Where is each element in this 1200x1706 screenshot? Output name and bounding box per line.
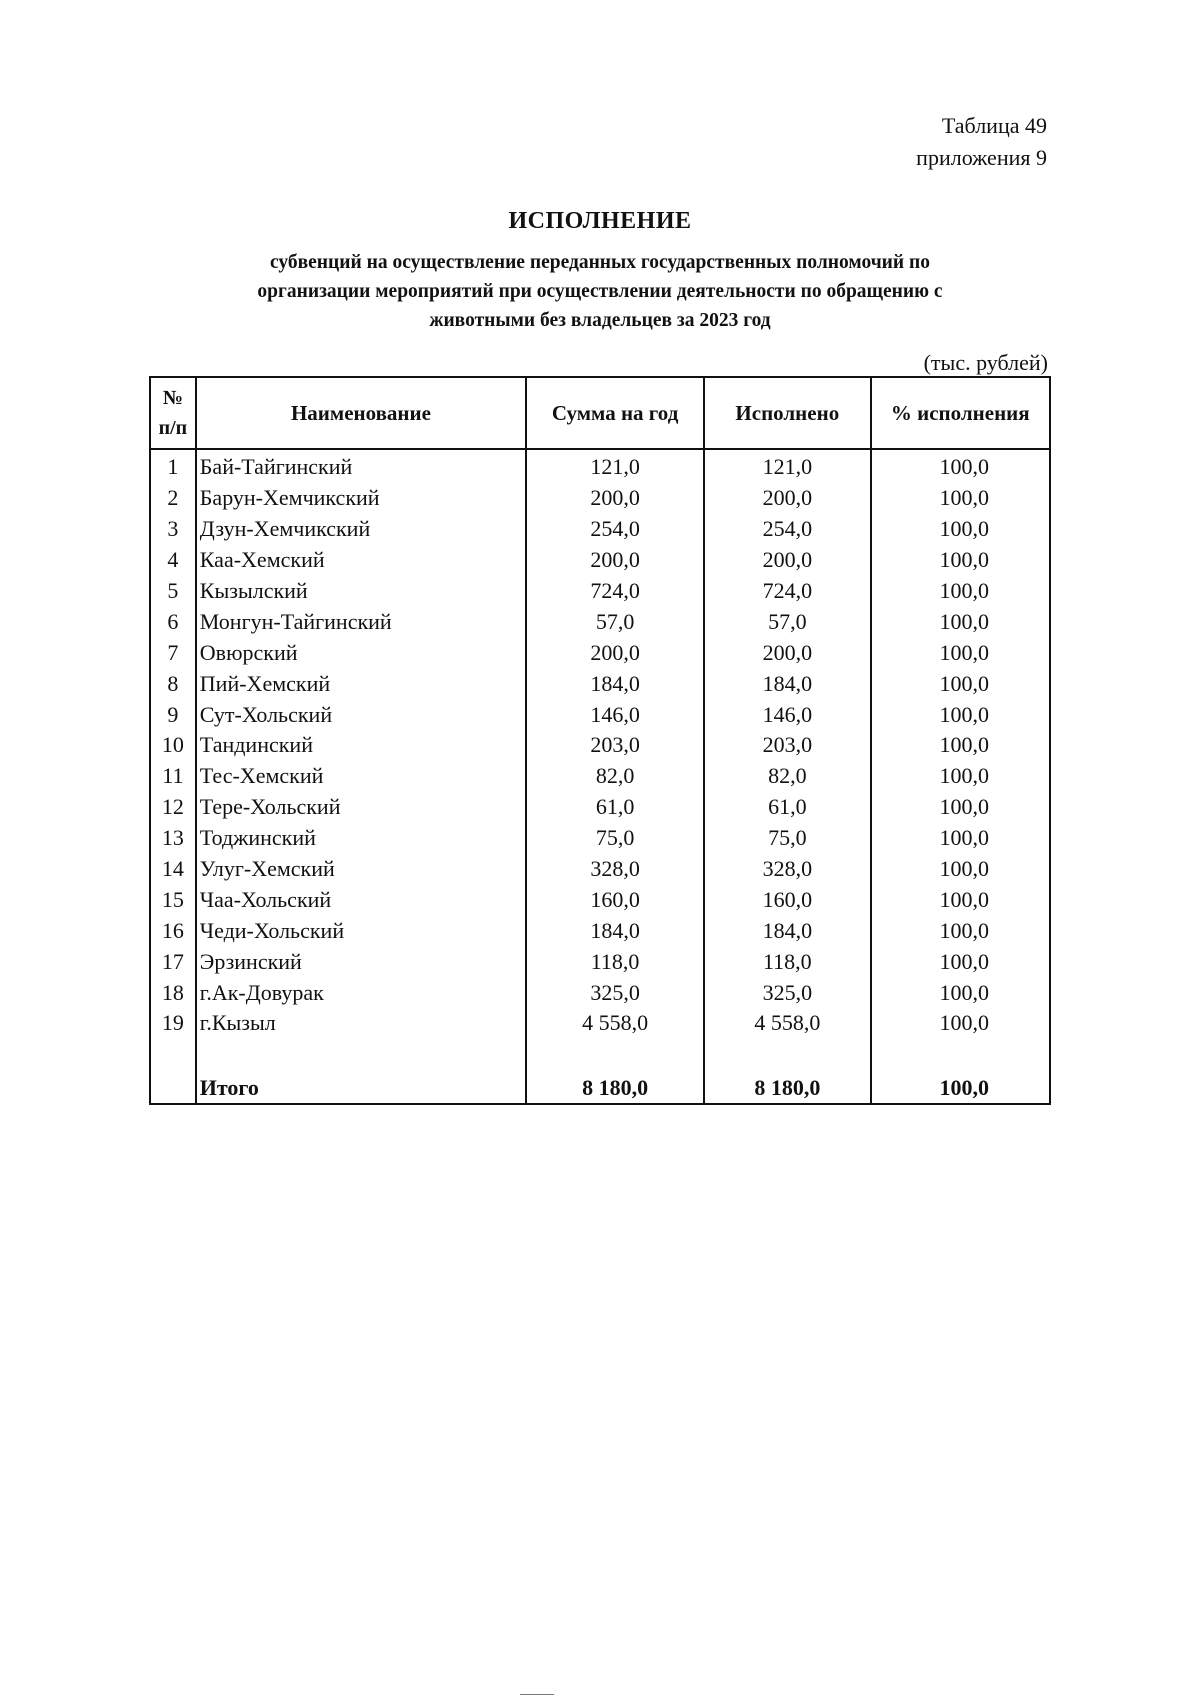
row-name: Бай-Тайгинский <box>196 449 526 483</box>
row-percent: 100,0 <box>871 668 1050 699</box>
row-name: Сут-Хольский <box>196 699 526 730</box>
row-executed: 121,0 <box>704 449 870 483</box>
table-header-row <box>150 377 1050 449</box>
row-percent: 100,0 <box>871 915 1050 946</box>
table-row <box>150 761 1050 792</box>
row-executed: 184,0 <box>704 915 870 946</box>
table-body <box>150 449 1050 1104</box>
row-sum: 160,0 <box>526 884 704 915</box>
table-reference <box>916 110 1047 174</box>
row-name: Тоджинский <box>196 823 526 854</box>
table-row <box>150 1008 1050 1039</box>
row-number: 6 <box>150 606 196 637</box>
spacer-cell <box>196 1039 526 1073</box>
row-name: Тес-Хемский <box>196 761 526 792</box>
row-sum: 82,0 <box>526 761 704 792</box>
subtitle-line-2: организации мероприятий при осуществлении деятельности по обращению с <box>257 281 943 302</box>
row-executed: 724,0 <box>704 576 870 607</box>
table-row <box>150 946 1050 977</box>
row-executed: 200,0 <box>704 483 870 514</box>
row-number: 8 <box>150 668 196 699</box>
row-name: Тере-Хольский <box>196 792 526 823</box>
row-sum: 121,0 <box>526 449 704 483</box>
total-label: Итого <box>196 1073 526 1104</box>
header-executed: Исполнено <box>704 377 870 449</box>
table-row <box>150 449 1050 483</box>
row-percent: 100,0 <box>871 545 1050 576</box>
row-percent: 100,0 <box>871 483 1050 514</box>
row-executed: 82,0 <box>704 761 870 792</box>
row-number: 16 <box>150 915 196 946</box>
row-name: г.Кызыл <box>196 1008 526 1039</box>
row-executed: 146,0 <box>704 699 870 730</box>
table-row <box>150 792 1050 823</box>
row-name: Эрзинский <box>196 946 526 977</box>
row-percent: 100,0 <box>871 884 1050 915</box>
header-number <box>150 377 196 449</box>
row-executed: 328,0 <box>704 854 870 885</box>
row-sum: 75,0 <box>526 823 704 854</box>
row-sum: 254,0 <box>526 514 704 545</box>
row-executed: 4 558,0 <box>704 1008 870 1039</box>
row-sum: 61,0 <box>526 792 704 823</box>
row-sum: 200,0 <box>526 545 704 576</box>
row-name: Овюрский <box>196 637 526 668</box>
row-sum: 203,0 <box>526 730 704 761</box>
row-percent: 100,0 <box>871 576 1050 607</box>
table-row <box>150 637 1050 668</box>
table-row <box>150 977 1050 1008</box>
row-number: 17 <box>150 946 196 977</box>
document-title: ИСПОЛНЕНИЕ <box>508 208 692 234</box>
row-name: Кызылский <box>196 576 526 607</box>
table-row <box>150 699 1050 730</box>
row-percent: 100,0 <box>871 730 1050 761</box>
table-row <box>150 915 1050 946</box>
table-row <box>150 606 1050 637</box>
appendix-number: приложения 9 <box>916 145 1047 170</box>
row-number: 3 <box>150 514 196 545</box>
row-executed: 75,0 <box>704 823 870 854</box>
row-number: 1 <box>150 449 196 483</box>
row-name: Чаа-Хольский <box>196 884 526 915</box>
row-name: Улуг-Хемский <box>196 854 526 885</box>
row-executed: 184,0 <box>704 668 870 699</box>
spacer-cell <box>150 1039 196 1073</box>
subtitle-line-1: субвенций на осуществление переданных государственных полномочий по <box>269 252 931 273</box>
document-subtitle <box>180 248 1020 335</box>
row-executed: 200,0 <box>704 545 870 576</box>
row-number: 4 <box>150 545 196 576</box>
row-sum: 4 558,0 <box>526 1008 704 1039</box>
row-sum: 200,0 <box>526 483 704 514</box>
total-number-cell <box>150 1073 196 1104</box>
row-number: 13 <box>150 823 196 854</box>
table-row <box>150 884 1050 915</box>
table-row <box>150 483 1050 514</box>
row-executed: 118,0 <box>704 946 870 977</box>
header-percent: % исполнения <box>871 377 1050 449</box>
row-sum: 328,0 <box>526 854 704 885</box>
row-percent: 100,0 <box>871 514 1050 545</box>
row-number: 5 <box>150 576 196 607</box>
row-executed: 61,0 <box>704 792 870 823</box>
row-name: Чеди-Хольский <box>196 915 526 946</box>
table-row <box>150 514 1050 545</box>
total-row <box>150 1073 1050 1104</box>
table-row <box>150 576 1050 607</box>
table-row <box>150 854 1050 885</box>
execution-table <box>149 376 1051 1105</box>
total-percent: 100,0 <box>871 1073 1050 1104</box>
spacer-cell <box>871 1039 1050 1073</box>
row-percent: 100,0 <box>871 637 1050 668</box>
table-number: Таблица 49 <box>941 113 1047 138</box>
row-percent: 100,0 <box>871 854 1050 885</box>
row-number: 15 <box>150 884 196 915</box>
row-number: 12 <box>150 792 196 823</box>
units-label: (тыс. рублей) <box>923 350 1048 375</box>
header-number-sign: № <box>162 387 183 409</box>
row-number: 10 <box>150 730 196 761</box>
spacer-cell <box>526 1039 704 1073</box>
row-sum: 724,0 <box>526 576 704 607</box>
subtitle-line-3: животными без владельцев за 2023 год <box>429 310 771 331</box>
row-percent: 100,0 <box>871 792 1050 823</box>
table-row <box>150 545 1050 576</box>
row-number: 11 <box>150 761 196 792</box>
row-sum: 146,0 <box>526 699 704 730</box>
row-executed: 57,0 <box>704 606 870 637</box>
row-percent: 100,0 <box>871 946 1050 977</box>
row-executed: 254,0 <box>704 514 870 545</box>
total-sum: 8 180,0 <box>526 1073 704 1104</box>
row-sum: 184,0 <box>526 668 704 699</box>
row-name: Монгун-Тайгинский <box>196 606 526 637</box>
total-executed: 8 180,0 <box>704 1073 870 1104</box>
table-row <box>150 823 1050 854</box>
header-name: Наименование <box>196 377 526 449</box>
row-sum: 57,0 <box>526 606 704 637</box>
row-number: 18 <box>150 977 196 1008</box>
header-number-abbr: п/п <box>158 417 188 439</box>
row-percent: 100,0 <box>871 823 1050 854</box>
row-sum: 118,0 <box>526 946 704 977</box>
row-sum: 184,0 <box>526 915 704 946</box>
row-name: г.Ак-Довурак <box>196 977 526 1008</box>
row-percent: 100,0 <box>871 1008 1050 1039</box>
row-percent: 100,0 <box>871 761 1050 792</box>
row-executed: 200,0 <box>704 637 870 668</box>
spacer-cell <box>704 1039 870 1073</box>
row-name: Барун-Хемчикский <box>196 483 526 514</box>
row-percent: 100,0 <box>871 449 1050 483</box>
row-number: 14 <box>150 854 196 885</box>
row-number: 19 <box>150 1008 196 1039</box>
row-executed: 160,0 <box>704 884 870 915</box>
header-sum: Сумма на год <box>526 377 704 449</box>
row-name: Дзун-Хемчикский <box>196 514 526 545</box>
row-sum: 200,0 <box>526 637 704 668</box>
row-name: Каа-Хемский <box>196 545 526 576</box>
spacer-row <box>150 1039 1050 1073</box>
row-executed: 203,0 <box>704 730 870 761</box>
row-executed: 325,0 <box>704 977 870 1008</box>
footer-mark <box>520 1694 554 1695</box>
row-number: 7 <box>150 637 196 668</box>
row-number: 9 <box>150 699 196 730</box>
row-name: Тандинский <box>196 730 526 761</box>
table-row <box>150 730 1050 761</box>
row-number: 2 <box>150 483 196 514</box>
row-name: Пий-Хемский <box>196 668 526 699</box>
row-sum: 325,0 <box>526 977 704 1008</box>
table-row <box>150 668 1050 699</box>
row-percent: 100,0 <box>871 699 1050 730</box>
row-percent: 100,0 <box>871 606 1050 637</box>
row-percent: 100,0 <box>871 977 1050 1008</box>
